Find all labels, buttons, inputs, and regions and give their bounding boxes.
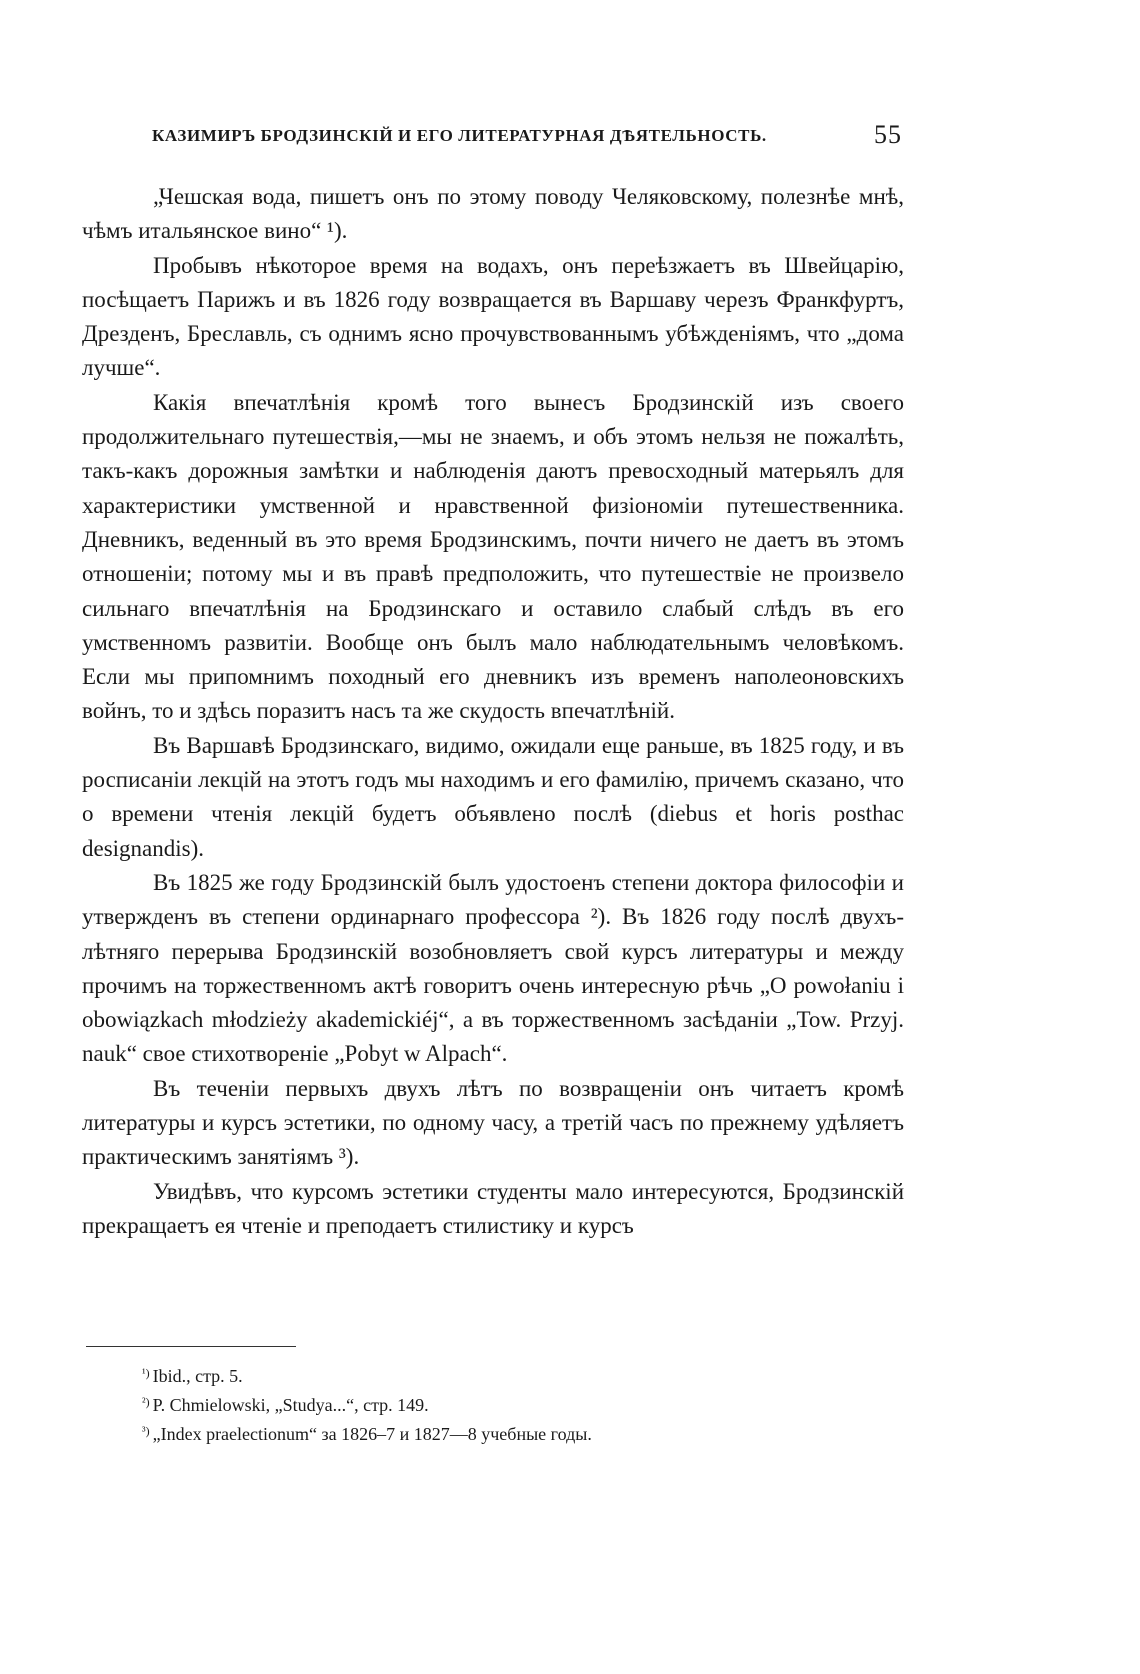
- body-text: [82, 180, 904, 1243]
- paragraph: Въ теченіи первыхъ двухъ лѣтъ по возвращеніи онъ читаетъ кромѣ литературы и курсъ эстетики, по одному часу, а третій часъ по прежнему удѣляетъ практическимъ занятіямъ ³).: [82, 1075, 904, 1170]
- footnote-marker: ³): [142, 1424, 150, 1438]
- footnotes: [142, 1360, 842, 1447]
- footnote-1: [142, 1360, 842, 1389]
- paragraph: Пробывъ нѣкоторое время на водахъ, онъ переѣзжаетъ въ Швейцарію, посѣщаетъ Парижъ и въ 1826 году возвращается въ Варшаву черезъ Франкфуртъ, Дрезденъ, Бреславль, съ однимъ ясно прочувствованнымъ убѣжденіямъ, что „дома лучше“.: [82, 252, 904, 381]
- paragraph: Увидѣвъ, что курсомъ эстетики студенты мало интересуются, Бродзинскій прекращаетъ ея чтеніе и преподаетъ стилистику и курсъ: [82, 1178, 904, 1238]
- paragraph: Въ 1825 же году Бродзинскій былъ удостоенъ степени доктора философіи и утвержденъ въ степени ординарнаго профессора ²). Въ 1826 году послѣ двухъ-лѣтняго перерыва Бродзинскій возобновляетъ свой курсъ литературы и между прочимъ на торжественномъ актѣ говоритъ очень интересную рѣчь „O powołaniu i obowiązkach młodzieży akademickiéj“, а въ торжественномъ засѣданіи „Tow. Przyj. nauk“ свое стихотвореніе „Pobyt w Alpach“.: [82, 869, 904, 1067]
- running-header: [146, 122, 906, 152]
- footnote-2: [142, 1389, 842, 1418]
- paragraph: „Чешская вода, пишетъ онъ по этому поводу Челяковскому, полезнѣе мнѣ, чѣмъ итальянское вино“ ¹).: [82, 184, 904, 244]
- footnote-text: P. Chmielowski, „Studya...“, стр. 149.: [152, 1395, 429, 1415]
- footnote-marker: ¹): [142, 1366, 150, 1380]
- footnote-text: „Index praelectionum“ за 1826–7 и 1827—8 учебные годы.: [152, 1424, 592, 1444]
- footnote-marker: ²): [142, 1395, 150, 1409]
- footnote-divider: [86, 1346, 296, 1347]
- running-title: КАЗИМИРЪ БРОДЗИНСКІЙ И ЕГО ЛИТЕРАТУРНАЯ ДѢЯТЕЛЬНОСТЬ.: [152, 126, 767, 145]
- footnote-text: Ibid., стр. 5.: [152, 1366, 243, 1386]
- page-number: 55: [874, 120, 902, 149]
- paragraph: Въ Варшавѣ Бродзинскаго, видимо, ожидали еще раньше, въ 1825 году, и въ росписаніи лекцій на этотъ годъ мы находимъ и его фамилію, причемъ сказано, что о времени чтенія лекцій будетъ объявлено послѣ (diebus et horis posthac designandis).: [82, 732, 904, 861]
- footnote-3: [142, 1418, 842, 1447]
- paragraph: Какія впечатлѣнія кромѣ того вынесъ Бродзинскій изъ своего продолжительнаго путешествія,—мы не знаемъ, и объ этомъ нельзя не пожалѣть, такъ-какъ дорожныя замѣтки и наблюденія даютъ превосходный матерьялъ для характеристики умственной и нравственной физіономіи путешественника. Дневникъ, веденный въ это время Бродзинскимъ, почти ничего не даетъ въ этомъ отношеніи; потому мы и въ правѣ предположить, что путешествіе не произвело сильнаго впечатлѣнія на Бродзинскаго и оставило слабый слѣдъ въ его умственномъ развитіи. Вообще онъ былъ мало наблюдательнымъ человѣкомъ. Если мы припомнимъ походный его дневникъ изъ временъ наполеоновскихъ войнъ, то и здѣсь поразитъ насъ та же скудость впечатлѣній.: [82, 389, 904, 724]
